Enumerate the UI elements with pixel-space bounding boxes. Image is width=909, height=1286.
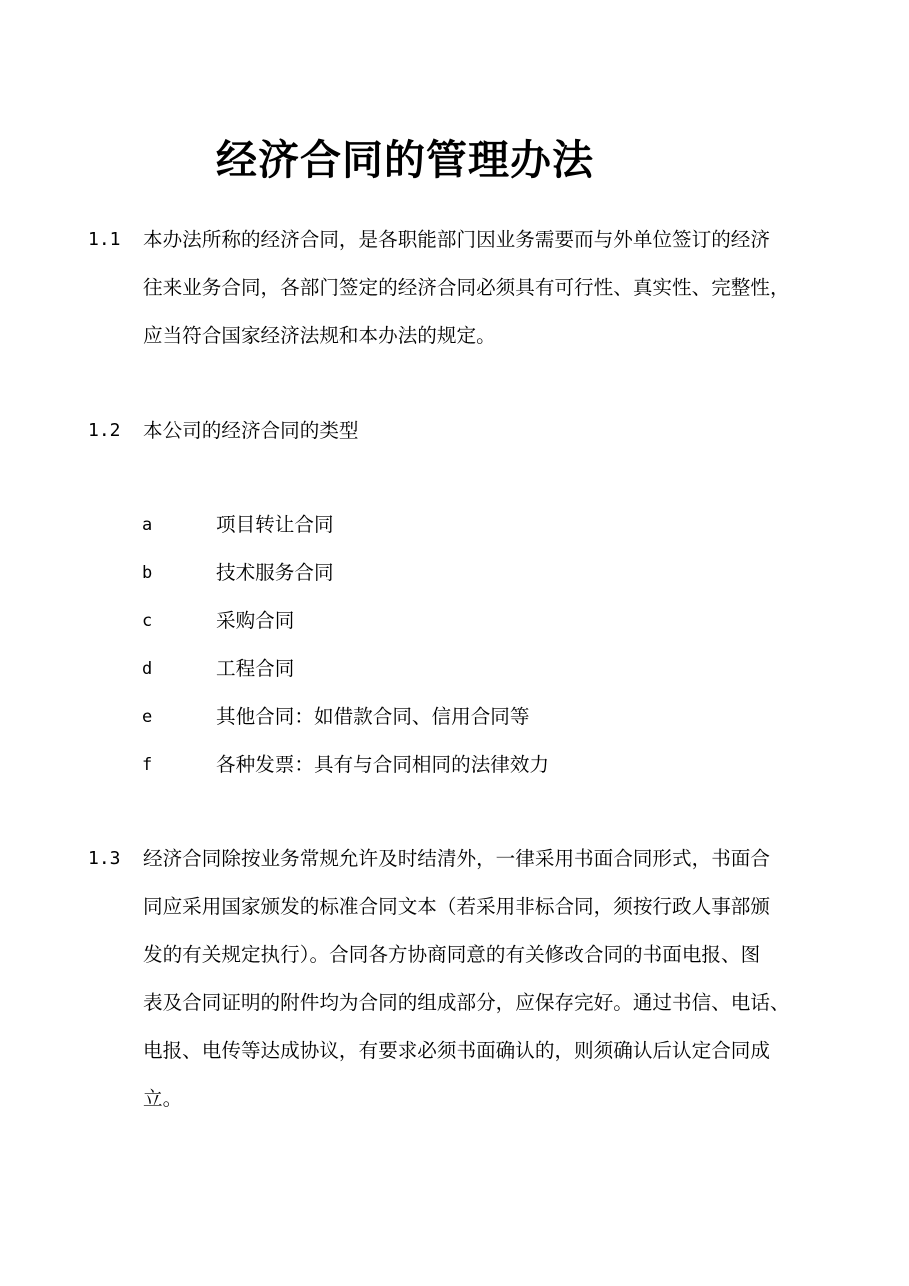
paragraph-line: 经济合同除按业务常规允许及时结清外，一律采用书面合同形式，书面合 (143, 847, 770, 870)
section-body (143, 407, 843, 455)
section-body (143, 835, 843, 1123)
paragraph-line: 本公司的经济合同的类型 (143, 419, 359, 442)
paragraph-line: 表及合同证明的附件均为合同的组成部分，应保存完好。通过书信、电话、 (143, 991, 790, 1014)
list-item (0, 597, 909, 645)
list-item-letter: a (142, 515, 153, 535)
paragraph-line: 立。 (143, 1087, 183, 1110)
list-item-letter: b (142, 563, 153, 583)
list-item-text: 其他合同：如借款合同、信用合同等 (216, 705, 530, 728)
list-item-text: 各种发票：具有与合同相同的法律效力 (216, 753, 550, 776)
paragraph-line: 电报、电传等达成协议，有要求必须书面确认的，则须确认后认定合同成 (143, 1039, 770, 1062)
section-number: 1.3 (88, 848, 121, 869)
list-item-letter: e (142, 707, 153, 727)
list-item (0, 501, 909, 549)
list-item-letter: f (142, 755, 153, 775)
section-body (143, 216, 843, 360)
paragraph-line: 同应采用国家颁发的标准合同文本（若采用非标合同，须按行政人事部颁 (143, 895, 770, 918)
list-item (0, 549, 909, 597)
document-title: 经济合同的管理办法 (216, 136, 594, 184)
paragraph-line: 发的有关规定执行）。合同各方协商同意的有关修改合同的书面电报、图 (143, 943, 761, 966)
paragraph-line: 往来业务合同，各部门签定的经济合同必须具有可行性、真实性、完整性， (143, 276, 790, 299)
list-item-text: 工程合同 (216, 657, 295, 680)
list-item (0, 645, 909, 693)
list-item-text: 技术服务合同 (216, 561, 334, 584)
paragraph-line: 本办法所称的经济合同，是各职能部门因业务需要而与外单位签订的经济 (143, 228, 770, 251)
list-item-letter: c (142, 611, 153, 631)
section-number: 1.2 (88, 420, 121, 441)
list-item (0, 693, 909, 741)
section-number: 1.1 (88, 229, 121, 250)
list-item (0, 741, 909, 789)
list-item-text: 采购合同 (216, 609, 295, 632)
paragraph-line: 应当符合国家经济法规和本办法的规定。 (143, 324, 496, 347)
list-item-letter: d (142, 659, 153, 679)
list-item-text: 项目转让合同 (216, 513, 334, 536)
